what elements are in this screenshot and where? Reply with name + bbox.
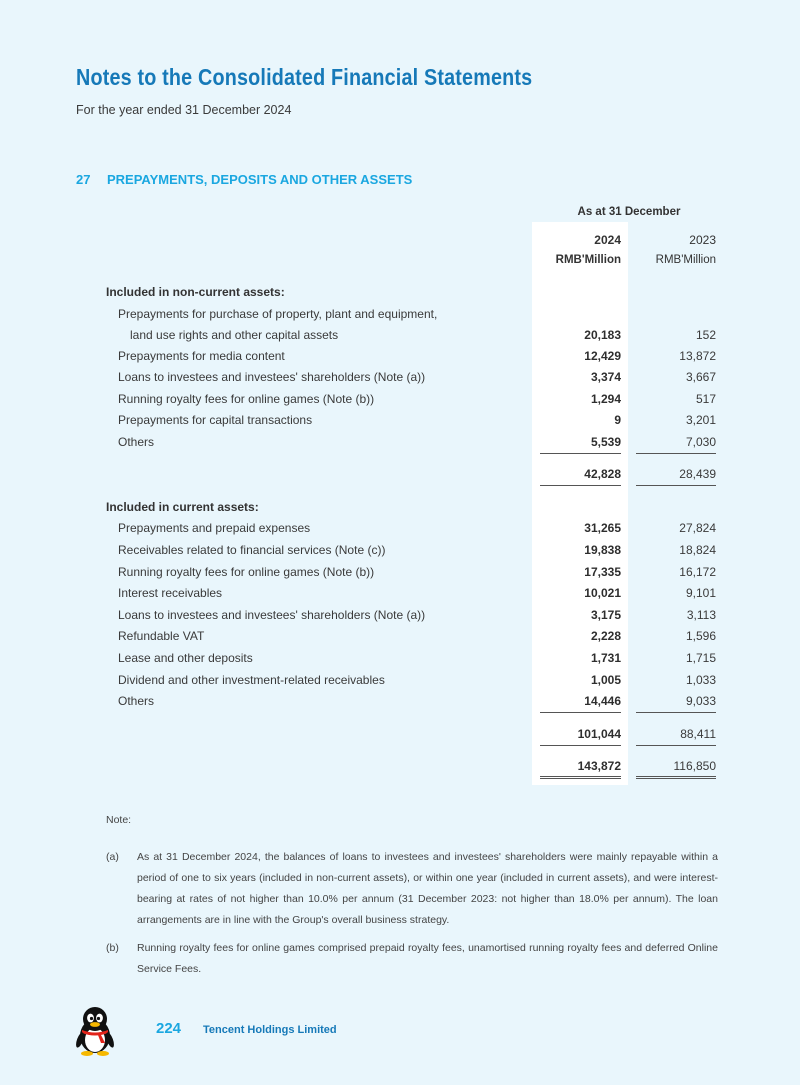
penguin-logo-icon xyxy=(74,1006,116,1056)
table-cell-2023: 3,113 xyxy=(686,608,716,622)
non-current-total-2023: 28,439 xyxy=(679,467,716,481)
current-heading: Included in current assets: xyxy=(106,500,259,514)
current-total-2023: 88,411 xyxy=(680,727,716,741)
table-row-label: Loans to investees and investees' shareholders (Note (a)) xyxy=(118,608,426,622)
note-a-text: As at 31 December 2024, the balances of loans to investees and investees' shareholders were mainly repayable within a period of one to six years (included in non-current assets), or within one year (included in current assets), and were interest-bearing at rates of not higher than 10.0% per annum (31 December 2023: not higher than 18.0% per annum). The loan arrangements are in line with the Group's overall business strategy. xyxy=(137,851,718,926)
table-cell-2024: 12,429 xyxy=(584,349,621,363)
subtotal-rule-2024 xyxy=(540,453,621,454)
table-cell-2024: 1,294 xyxy=(590,392,621,406)
total-rule-2023 xyxy=(636,745,716,746)
table-row-label: Prepayments for purchase of property, plant and equipment, xyxy=(118,307,438,321)
table-row-label: Others xyxy=(118,694,155,708)
table-cell-2023: 3,667 xyxy=(685,370,716,384)
table-cell-2024: 3,374 xyxy=(590,370,621,384)
company-name: Tencent Holdings Limited xyxy=(203,1024,337,1036)
grand-total-rule-2024 xyxy=(540,776,621,779)
table-cell-2024: 9 xyxy=(614,413,621,427)
total-rule-2024 xyxy=(540,745,621,746)
table-cell-2024: 3,175 xyxy=(590,608,621,622)
total-rule-2023 xyxy=(636,485,716,486)
table-cell-2023: 9,033 xyxy=(685,694,716,708)
table-cell-2023: 9,101 xyxy=(685,586,716,600)
page-title: Notes to the Consolidated Financial Statements xyxy=(76,64,533,90)
table-cell-2023: 27,824 xyxy=(679,521,716,535)
grand-total-2023: 116,850 xyxy=(673,759,716,773)
table-cell-2024: 17,335 xyxy=(584,565,621,579)
grand-total-rule-2023 xyxy=(636,776,716,779)
table-cell-2023: 3,201 xyxy=(685,413,716,427)
table-cell-2023: 16,172 xyxy=(679,565,716,579)
non-current-heading: Included in non-current assets: xyxy=(106,285,285,299)
table-row-label: Running royalty fees for online games (Note (b)) xyxy=(118,392,375,406)
note-b-label: (b) xyxy=(106,942,119,954)
grand-total-2024: 143,872 xyxy=(577,759,621,773)
table-row-label: Others xyxy=(118,435,155,449)
table-cell-2024: 10,021 xyxy=(584,586,621,600)
table-cell-2023: 1,596 xyxy=(685,629,716,643)
note-a xyxy=(106,847,718,931)
table-row-label: Dividend and other investment-related receivables xyxy=(118,673,385,687)
col-2023-unit: RMB'Million xyxy=(655,254,716,266)
table-cell-2023: 517 xyxy=(695,392,716,406)
table-row-label: Running royalty fees for online games (Note (b)) xyxy=(118,565,375,579)
non-current-total-2024: 42,828 xyxy=(584,467,621,481)
table-cell-2024: 2,228 xyxy=(590,629,621,643)
table-row-label: land use rights and other capital assets xyxy=(130,328,339,342)
table-row-label: Interest receivables xyxy=(118,586,223,600)
note-heading: Note: xyxy=(106,814,132,826)
subtotal-rule-2023 xyxy=(636,712,716,713)
table-row-label: Prepayments and prepaid expenses xyxy=(118,521,311,535)
note-b xyxy=(106,938,718,980)
note-b-text: Running royalty fees for online games comprised prepaid royalty fees, unamortised running royalty fees and deferred Online Service Fees. xyxy=(137,942,718,975)
table-row-label: Lease and other deposits xyxy=(118,651,253,665)
table-cell-2023: 18,824 xyxy=(679,543,716,557)
table-cell-2024: 1,731 xyxy=(590,651,621,665)
table-cell-2024: 20,183 xyxy=(584,328,621,342)
section-heading xyxy=(76,172,412,187)
table-cell-2023: 13,872 xyxy=(679,349,716,363)
subtotal-rule-2024 xyxy=(540,712,621,713)
page-number: 224 xyxy=(156,1020,182,1037)
table-cell-2024: 1,005 xyxy=(590,673,621,687)
table-cell-2023: 152 xyxy=(695,328,716,342)
total-rule-2024 xyxy=(540,485,621,486)
col-2023-year: 2023 xyxy=(689,233,716,247)
table-row-label: Receivables related to financial services (Note (c)) xyxy=(118,543,386,557)
table-as-at-header: As at 31 December xyxy=(577,206,681,218)
table-cell-2024: 5,539 xyxy=(590,435,621,449)
col-2024-year: 2024 xyxy=(594,233,621,247)
note-a-label: (a) xyxy=(106,851,119,863)
table-cell-2024: 31,265 xyxy=(584,521,621,535)
table-row-label: Prepayments for capital transactions xyxy=(118,413,313,427)
section-number: 27 xyxy=(76,172,91,187)
col-2024-unit: RMB'Million xyxy=(555,254,621,266)
table-cell-2024: 14,446 xyxy=(584,694,621,708)
section-title: PREPAYMENTS, DEPOSITS AND OTHER ASSETS xyxy=(107,172,413,187)
table-row-label: Loans to investees and investees' shareholders (Note (a)) xyxy=(118,370,426,384)
page-subtitle: For the year ended 31 December 2024 xyxy=(76,103,292,117)
table-row-label: Prepayments for media content xyxy=(118,349,285,363)
current-total-2024: 101,044 xyxy=(577,727,621,741)
table-cell-2024: 19,838 xyxy=(584,543,621,557)
table-cell-2023: 7,030 xyxy=(685,435,716,449)
table-cell-2023: 1,715 xyxy=(685,651,716,665)
table-cell-2023: 1,033 xyxy=(685,673,716,687)
subtotal-rule-2023 xyxy=(636,453,716,454)
table-row-label: Refundable VAT xyxy=(118,629,205,643)
